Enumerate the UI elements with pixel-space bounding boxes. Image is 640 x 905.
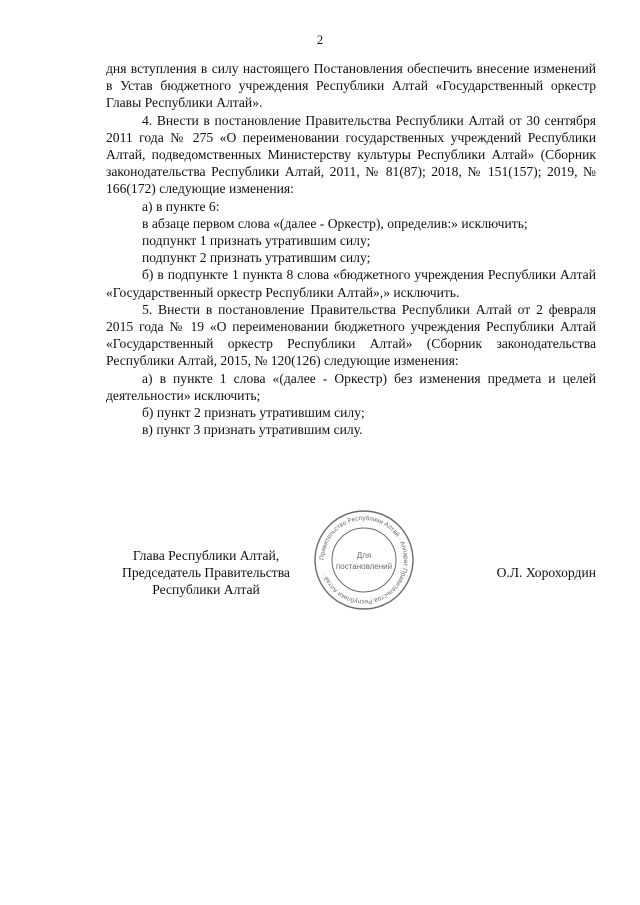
position-line: Республики Алтай xyxy=(152,582,260,598)
official-stamp xyxy=(312,508,416,612)
paragraph: а) в пункте 6: xyxy=(142,198,220,214)
paragraph: а) в пункте 1 слова «(далее - Оркестр) без изменения предмета и целей деятельности» исключить; xyxy=(106,370,596,403)
signatory-name: О.Л. Хорохордин xyxy=(496,565,596,580)
signatory-position xyxy=(106,547,306,599)
svg-text:постановлений: постановлений xyxy=(335,562,393,571)
page-number: 2 xyxy=(316,33,324,47)
document-body xyxy=(106,60,596,438)
paragraph: б) в подпункте 1 пункта 8 слова «бюджетного учреждения Республики Алтай «Государственный оркестр Республики Алтай»,» исключить. xyxy=(106,267,596,300)
paragraph: подпункт 2 признать утратившим силу; xyxy=(142,250,371,266)
paragraph: дня вступления в силу настоящего Постановления обеспечить внесение изменений в Устав бюджетного учреждения Республики Алтай «Государственный оркестр Главы Республики Алтай». xyxy=(106,61,596,111)
paragraph: 5. Внести в постановление Правительства Республики Алтай от 2 февраля 2015 года № 19 «О переименовании бюджетного учреждения Республики Алтай «Государственный оркестр Республики Алтай» (Сборник законодательства Республики Алтай, 2015, № 120(126) следующие изменения: xyxy=(106,301,596,369)
paragraph: в абзаце первом слова «(далее - Оркестр), определив:» исключить; xyxy=(142,215,528,231)
svg-text:Для: Для xyxy=(356,551,372,560)
paragraph: подпункт 1 признать утратившим силу; xyxy=(142,233,371,249)
paragraph: 4. Внести в постановление Правительства Республики Алтай от 30 сентября 2011 года № 275 «О переименовании государственных учреждений Республики Алтай, подведомственных Министерству культуры Республики Алтай» (Сборник законодательства Республики Алтай, 2011, № 81(87); 2018, № 151(157); 2019, № 166(172) следующие изменения: xyxy=(106,112,596,197)
paragraph: б) пункт 2 признать утратившим силу; xyxy=(142,405,365,421)
paragraph: в) пункт 3 признать утратившим силу. xyxy=(142,422,363,438)
svg-text:Правительство Республики Алтай: Правительство Республики Алтай · Аппарат Правительства Республики Алтай · xyxy=(318,514,410,606)
position-line: Председатель Правительства xyxy=(122,565,290,581)
position-line: Глава Республики Алтай, xyxy=(132,548,280,563)
